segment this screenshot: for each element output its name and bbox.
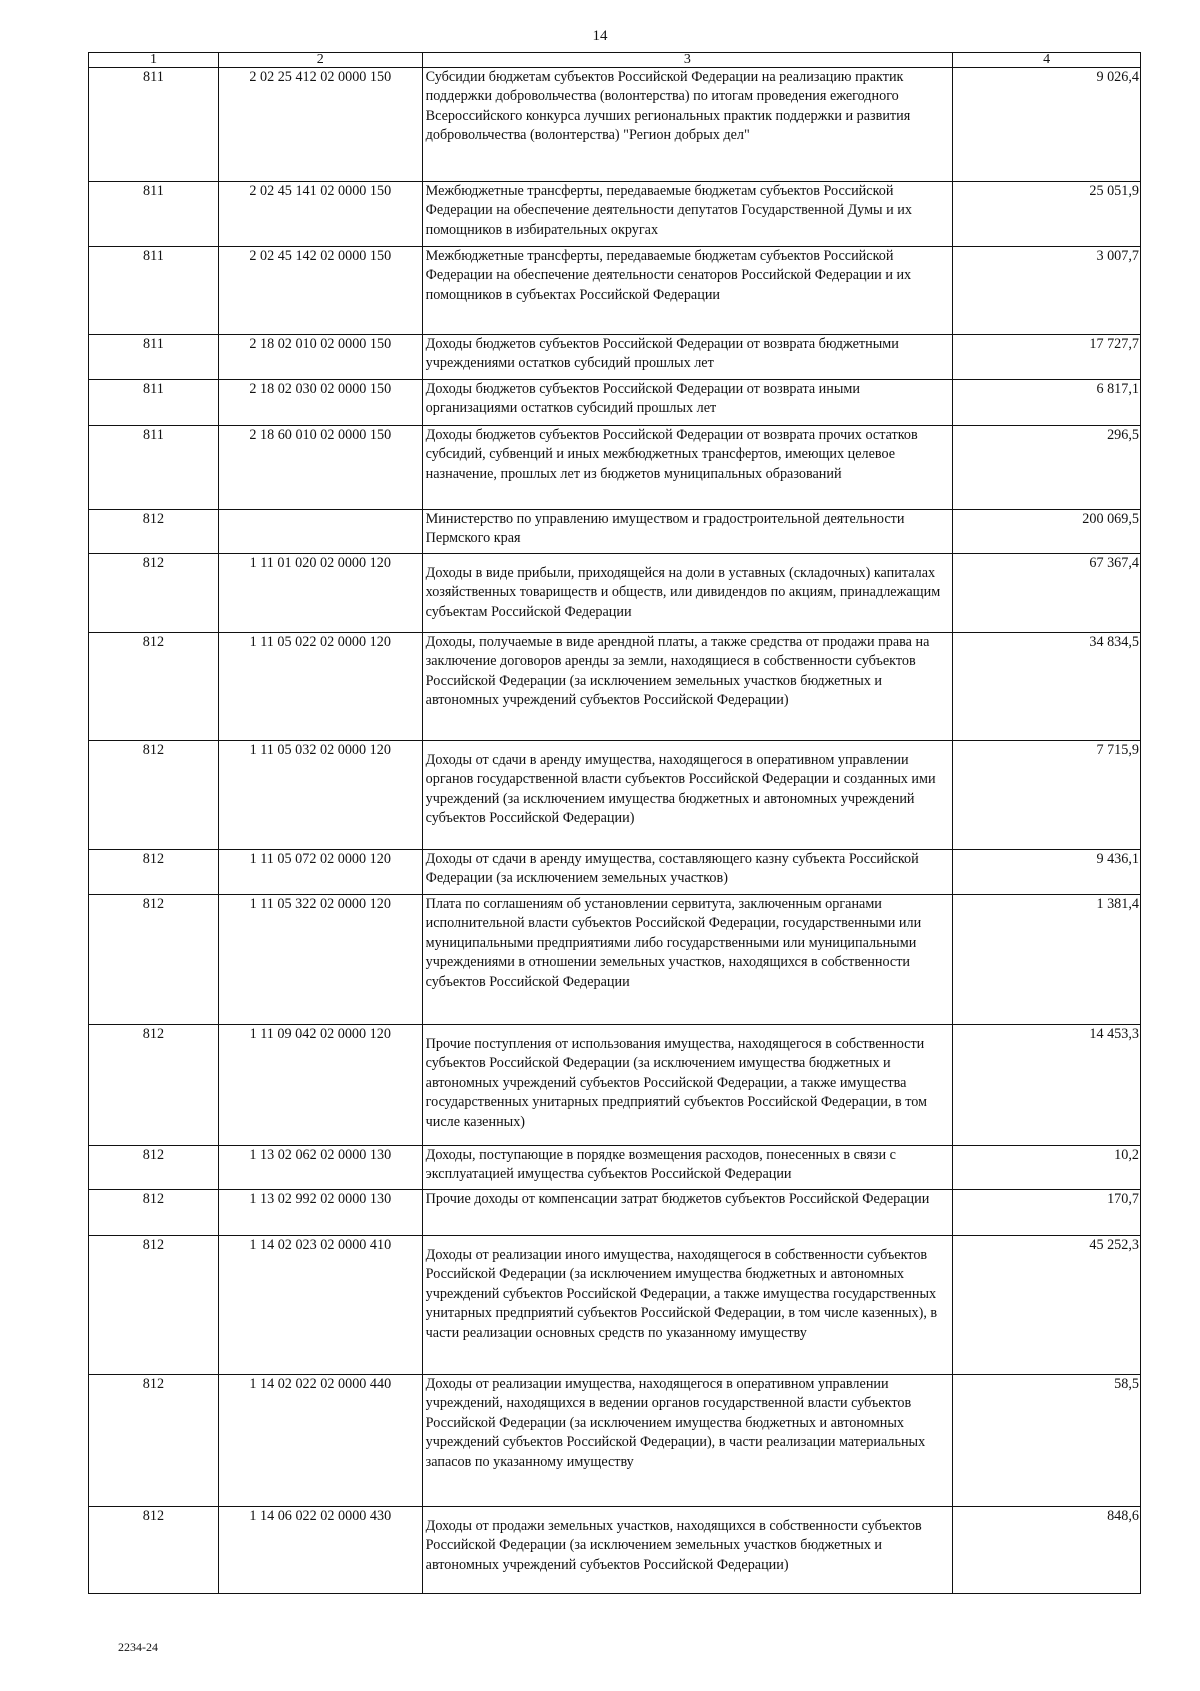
amount-cell: 14 453,3 [953,1025,1141,1146]
description-cell: Межбюджетные трансферты, передаваемые бюджетам субъектов Российской Федерации на обеспечение деятельности сенаторов Российской Федерации и их помощников в субъектах Российской Федерации [422,247,953,335]
description-cell: Доходы бюджетов субъектов Российской Федерации от возврата бюджетными учреждениями остатков субсидий прошлых лет [422,335,953,380]
budget-code-cell: 2 18 02 030 02 0000 150 [218,380,422,426]
table-row [89,1507,1141,1594]
amount-cell: 17 727,7 [953,335,1141,380]
amount-cell: 3 007,7 [953,247,1141,335]
description-cell: Доходы от реализации иного имущества, находящегося в собственности субъектов Российской Федерации (за исключением имущества бюджетных и автономных учреждений субъектов Российской Федерации, а также имущества государственных унитарных предприятий субъектов Российской Федерации, в том числе казенных), в части реализации основных средств по указанному имуществу [422,1236,953,1375]
table-row [89,380,1141,426]
admin-code-cell: 811 [89,182,219,247]
revenue-table [88,52,1141,1594]
description-cell: Доходы в виде прибыли, приходящейся на доли в уставных (складочных) капиталах хозяйственных товариществ и обществ, или дивидендов по акциям, принадлежащим субъектам Российской Федерации [422,554,953,633]
amount-cell: 296,5 [953,426,1141,510]
table-row [89,1146,1141,1190]
footer-code: 2234-24 [118,1640,158,1654]
admin-code-cell: 812 [89,1025,219,1146]
amount-cell: 7 715,9 [953,741,1141,850]
header-row [89,53,1141,68]
budget-code-cell: 1 11 09 042 02 0000 120 [218,1025,422,1146]
column-header: 4 [953,53,1141,68]
page-number: 14 [592,28,608,44]
description-cell: Доходы от сдачи в аренду имущества, находящегося в оперативном управлении органов государственной власти субъектов Российской Федерации и созданных ими учреждений (за исключением имущества бюджетных и автономных учреждений субъектов Российской Федерации) [422,741,953,850]
table-row [89,633,1141,741]
admin-code-cell: 811 [89,380,219,426]
amount-cell: 6 817,1 [953,380,1141,426]
budget-code-cell: 2 02 45 141 02 0000 150 [218,182,422,247]
table-row [89,1375,1141,1507]
budget-code-cell: 1 11 05 072 02 0000 120 [218,850,422,895]
admin-code-cell: 812 [89,1507,219,1594]
table-row [89,1025,1141,1146]
budget-code-cell: 1 11 05 022 02 0000 120 [218,633,422,741]
budget-code-cell: 2 18 60 010 02 0000 150 [218,426,422,510]
admin-code-cell: 812 [89,895,219,1025]
table-row [89,335,1141,380]
table-row [89,68,1141,182]
budget-code-cell: 2 02 45 142 02 0000 150 [218,247,422,335]
admin-code-cell: 812 [89,1190,219,1236]
description-cell: Доходы от сдачи в аренду имущества, составляющего казну субъекта Российской Федерации (за исключением земельных участков) [422,850,953,895]
amount-cell: 34 834,5 [953,633,1141,741]
admin-code-cell: 812 [89,510,219,554]
description-cell: Прочие доходы от компенсации затрат бюджетов субъектов Российской Федерации [422,1190,953,1236]
budget-code-cell: 2 02 25 412 02 0000 150 [218,68,422,182]
description-cell: Межбюджетные трансферты, передаваемые бюджетам субъектов Российской Федерации на обеспечение деятельности депутатов Государственной Думы и их помощников в избирательных округах [422,182,953,247]
admin-code-cell: 812 [89,1146,219,1190]
amount-cell: 9 436,1 [953,850,1141,895]
budget-code-cell: 1 11 05 322 02 0000 120 [218,895,422,1025]
column-header: 3 [422,53,953,68]
admin-code-cell: 812 [89,554,219,633]
budget-code-cell: 1 11 05 032 02 0000 120 [218,741,422,850]
budget-code-cell: 2 18 02 010 02 0000 150 [218,335,422,380]
column-header: 1 [89,53,219,68]
budget-code-cell: 1 14 02 022 02 0000 440 [218,1375,422,1507]
table-row [89,1236,1141,1375]
description-cell: Доходы от реализации имущества, находящегося в оперативном управлении учреждений, находящихся в ведении органов государственной власти субъектов Российской Федерации (за исключением имущества бюджетных и автономных учреждений субъектов Российской Федерации), в части реализации материальных запасов по указанному имуществу [422,1375,953,1507]
amount-cell: 67 367,4 [953,554,1141,633]
admin-code-cell: 812 [89,741,219,850]
table-row [89,426,1141,510]
description-cell: Доходы, поступающие в порядке возмещения расходов, понесенных в связи с эксплуатацией имущества субъектов Российской Федерации [422,1146,953,1190]
table-row [89,182,1141,247]
amount-cell: 1 381,4 [953,895,1141,1025]
budget-code-cell: 1 14 06 022 02 0000 430 [218,1507,422,1594]
admin-code-cell: 811 [89,426,219,510]
budget-code-cell: 1 11 01 020 02 0000 120 [218,554,422,633]
admin-code-cell: 812 [89,633,219,741]
budget-code-cell: 1 13 02 992 02 0000 130 [218,1190,422,1236]
description-cell: Министерство по управлению имуществом и градостроительной деятельности Пермского края [422,510,953,554]
description-cell: Доходы бюджетов субъектов Российской Федерации от возврата прочих остатков субсидий, субвенций и иных межбюджетных трансфертов, имеющих целевое назначение, прошлых лет из бюджетов муниципальных образований [422,426,953,510]
amount-cell: 25 051,9 [953,182,1141,247]
amount-cell: 9 026,4 [953,68,1141,182]
admin-code-cell: 811 [89,68,219,182]
amount-cell: 45 252,3 [953,1236,1141,1375]
admin-code-cell: 812 [89,1375,219,1507]
budget-code-cell: 1 14 02 023 02 0000 410 [218,1236,422,1375]
description-cell: Доходы бюджетов субъектов Российской Федерации от возврата иными организациями остатков субсидий прошлых лет [422,380,953,426]
column-header: 2 [218,53,422,68]
budget-code-cell: 1 13 02 062 02 0000 130 [218,1146,422,1190]
amount-cell: 200 069,5 [953,510,1141,554]
table-row [89,554,1141,633]
description-cell: Плата по соглашениям об установлении сервитута, заключенным органами исполнительной власти субъектов Российской Федерации, государственными или муниципальными предприятиями либо государственными или муниципальными учреждениями в отношении земельных участков, находящихся в собственности субъектов Российской Федерации [422,895,953,1025]
table-row [89,895,1141,1025]
amount-cell: 170,7 [953,1190,1141,1236]
description-cell: Доходы, получаемые в виде арендной платы, а также средства от продажи права на заключение договоров аренды за земли, находящиеся в собственности субъектов Российской Федерации (за исключением земельных участков бюджетных и автономных учреждений субъектов Российской Федерации) [422,633,953,741]
budget-code-cell [218,510,422,554]
table-row [89,850,1141,895]
admin-code-cell: 812 [89,1236,219,1375]
amount-cell: 58,5 [953,1375,1141,1507]
admin-code-cell: 811 [89,335,219,380]
admin-code-cell: 812 [89,850,219,895]
description-cell: Прочие поступления от использования имущества, находящегося в собственности субъектов Российской Федерации (за исключением имущества бюджетных и автономных учреждений субъектов Российской Федерации, а также имущества государственных унитарных предприятий субъектов Российской Федерации, в том числе казенных) [422,1025,953,1146]
admin-code-cell: 811 [89,247,219,335]
amount-cell: 848,6 [953,1507,1141,1594]
table-row [89,510,1141,554]
table-row [89,1190,1141,1236]
amount-cell: 10,2 [953,1146,1141,1190]
table-row [89,247,1141,335]
table-row [89,741,1141,850]
description-cell: Субсидии бюджетам субъектов Российской Федерации на реализацию практик поддержки добровольчества (волонтерства) по итогам проведения ежегодного Всероссийского конкурса лучших региональных практик поддержки и развития добровольчества (волонтерства) "Регион добрых дел" [422,68,953,182]
description-cell: Доходы от продажи земельных участков, находящихся в собственности субъектов Российской Федерации (за исключением земельных участков бюджетных и автономных учреждений субъектов Российской Федерации) [422,1507,953,1594]
